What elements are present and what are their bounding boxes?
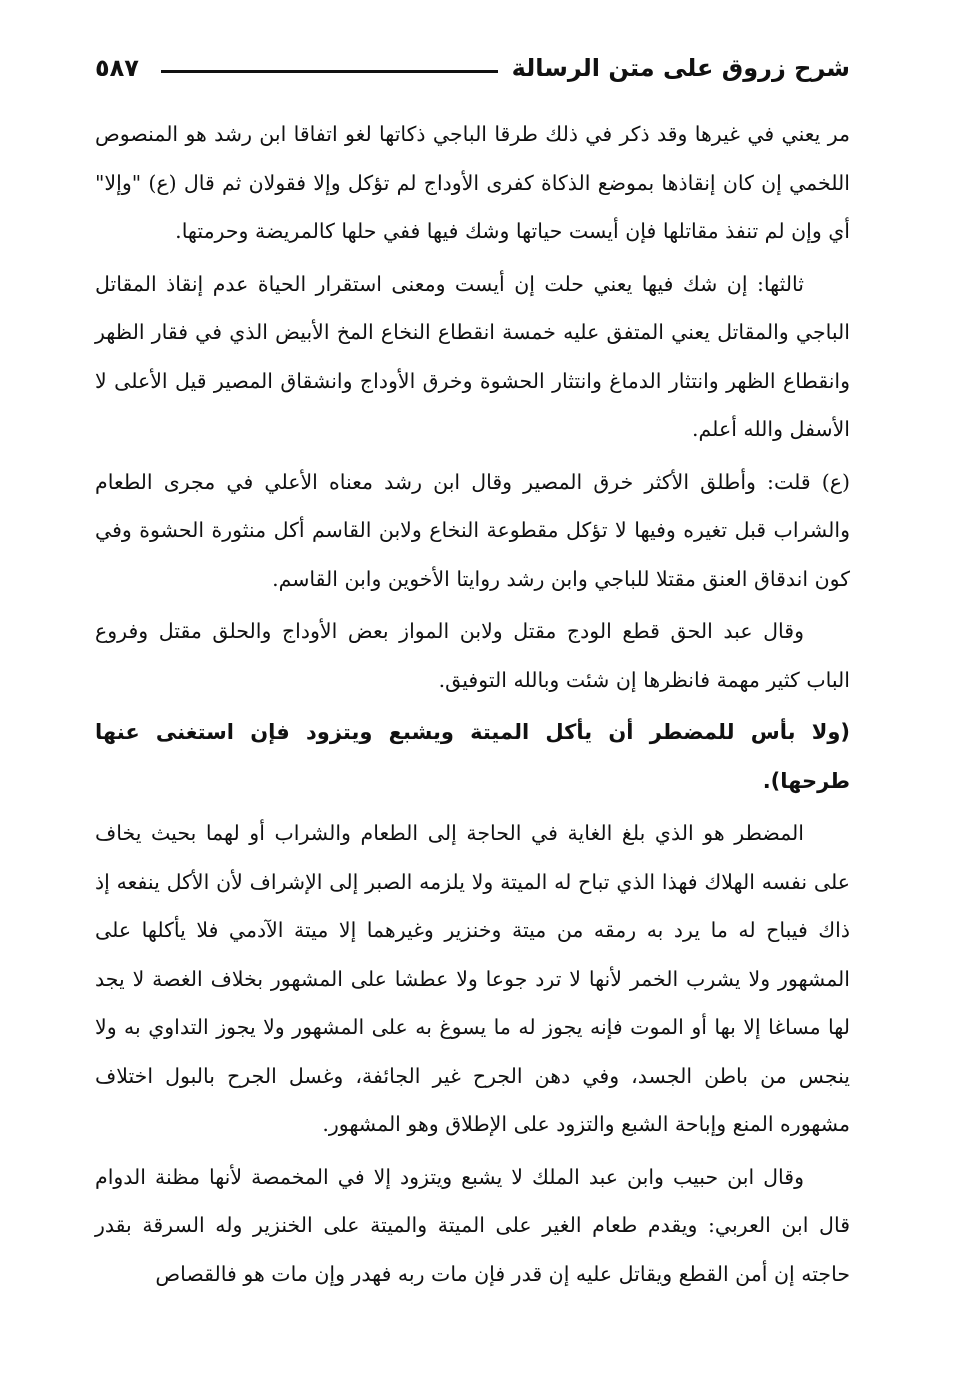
header-title: شرح زروق على متن الرسالة — [511, 54, 850, 82]
header-rule — [161, 70, 498, 73]
paragraph-1: مر يعني في غيرها وقد ذكر في ذلك طرقا الباجي ذكاتها لغو اتفاقا ابن رشد هو المنصوص اللخمي إن كان إنقاذها بموضع الذكاة كفرى الأوداج لم تؤكل وإلا فقولان ثم قال (ع) "وإلا" أي وإن لم تنفذ مقاتلها فإن أيست حياتها وشك فيها ففي حلها كالمريضة وحرمتها. — [95, 122, 850, 243]
page-body — [95, 110, 850, 1302]
paragraph-3: (ع) قلت: وأطلق الأكثر خرق المصير وقال ابن رشد معناه الأعلي في مجرى الطعام والشراب قبل تغيره وفيها لا تؤكل مقطوعة النخاع ولابن القاسم أكل منثورة الحشوة وفي كون اندقاق العنق مقتلا للباجي وابن رشد روايتا الأخوين وابن القاسم. — [95, 469, 850, 591]
paragraph-2: ثالثها: إن شك فيها يعني حلت إن أيست ومعنى استقرار الحياة عدم إنقاذ المقاتل الباجي والمقاتل يعني المتفق عليه خمسة انقطاع النخاع المخ الأبيض الذي في فقار الظهر وانقطاع الظهر وانتثار الدماغ وانتثار الحشوة وخرق الأوداج وانشقاق المصير قيل الأعلى لا الأسفل والله أعلم. — [95, 271, 850, 441]
paragraph-7: وقال ابن حبيب وابن عبد الملك لا يشبع ويتزود إلا في المخمصة لأنها مظنة الدوام قال ابن العربي: ويقدم طعام الغير على الميتة والميتة على الخنزير وله السرقة بقدر حاجته إن أمن القطع ويقاتل عليه إن قدر فإن مات ربه فهدر وإن مات هو فالقصاص — [95, 1164, 850, 1286]
book-page — [95, 0, 850, 1392]
paragraph-6: المضطر هو الذي بلغ الغاية في الحاجة إلى الطعام والشراب أو لهما بحيث يخاف على نفسه الهلاك فهذا الذي تباح له الميتة ولا يلزمه الصبر إلى الإشراف لأن الأكل ينفعه إذ ذاك فيباح له ما يرد به رمقه من ميتة وخنزير وغيرهما إلا ميتة الآدمي فلا يأكلها على المشهور ولا يشرب الخمر لأنها لا ترد جوعا ولا عطشا على المشهور بخلاف الغصة لا يجد لها مساغا إلا بها أو الموت فإنه يجوز له ما يسوغ به على المشهور ولا يجوز التداوي به ولا ينجس من باطن الجسد، وفي دهن الجرح غير الجائفة، وغسل الجرح بالبول اختلاف مشهوره المنع وإباحة الشبع والتزود على الإطلاق وهو المشهور. — [95, 821, 850, 1136]
matn-quote: (ولا بأس للمضطر أن يأكل الميتة ويشبع ويتزود فإن استغنى عنها طرحها). — [95, 720, 850, 793]
paragraph-4: وقال عبد الحق قطع الودج مقتل ولابن المواز بعض الأوداج والحلق مقتل وفروع الباب كثير مهمة فانظرها إن شئت وبالله التوفيق. — [95, 619, 850, 692]
page-number: ٥٨٧ — [95, 54, 139, 82]
running-header — [95, 44, 850, 92]
